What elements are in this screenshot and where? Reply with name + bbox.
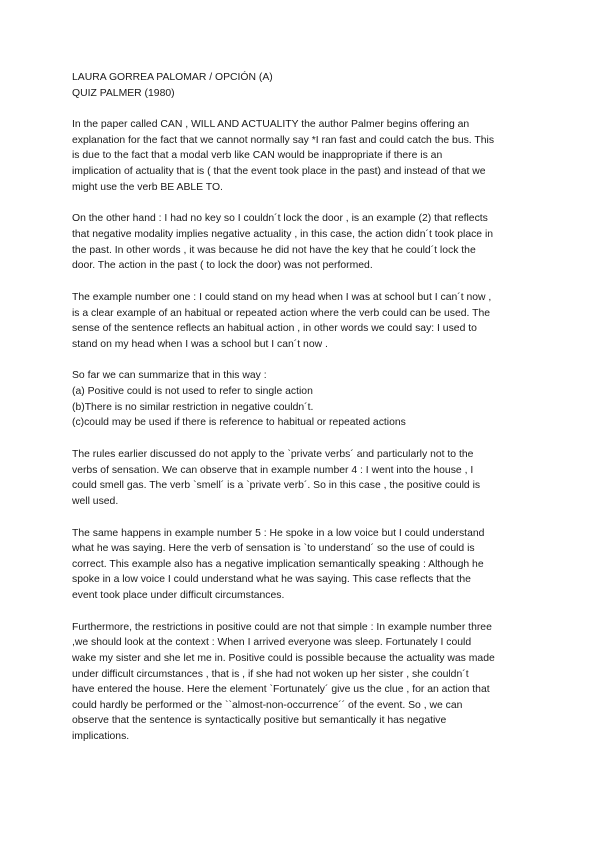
text-line: the past. In other words , it was because he did not have the key that he could´t lock the <box>72 244 476 256</box>
text-line: event took place under difficult circumstances. <box>72 589 285 601</box>
text-line: Furthermore, the restrictions in positive could are not that simple : In example number three <box>72 621 492 633</box>
paragraph <box>72 526 534 604</box>
text-line: is a clear example of an habitual or repeated action where the verb could can be used. The <box>72 307 491 319</box>
paragraph <box>72 447 534 509</box>
text-line: have entered the house. Here the element `Fortunately´ give us the clue , for an action that <box>72 684 490 696</box>
quiz-title-line: QUIZ PALMER (1980) <box>72 87 175 99</box>
text-line: spoke in a low voice I could understand what he was saying. This case reflects that the <box>72 574 471 586</box>
paragraph <box>72 211 534 273</box>
text-line: wake my sister and she let me in. Positive could is possible because the actuality was made <box>72 652 495 664</box>
text-line: (c)could may be used if there is reference to habitual or repeated actions <box>72 417 406 429</box>
text-line: explanation for the fact that we cannot normally say *I ran fast and could catch the bus. This <box>72 134 495 146</box>
text-line: verbs of sensation. We can observe that in example number 4 : I went into the house , I <box>72 464 474 476</box>
document-body <box>72 70 534 761</box>
text-line: well used. <box>72 495 119 507</box>
text-line: sense of the sentence reflects an habitual action , in other words we could say: I used to <box>72 323 477 335</box>
text-line: door. The action in the past ( to lock the door) was not performed. <box>72 260 373 272</box>
text-line: that negative modality implies negative actuality , in this case, the action didn´t took place in <box>72 228 494 240</box>
text-line: implication of actuality that is ( that the event took place in the past) and instead of that we <box>72 165 486 177</box>
paragraph <box>72 620 534 745</box>
text-line: is due to the fact that a modal verb like CAN would be inappropriate if there is an <box>72 150 443 162</box>
author-line: LAURA GORREA PALOMAR / OPCIÓN (A) <box>72 72 273 83</box>
text-line: could hardly be performed or the ``almost-non-occurrence´´ of the event. So , we can <box>72 699 463 711</box>
text-line: The same happens in example number 5 : He spoke in a low voice but I could understand <box>72 527 485 539</box>
text-line: (a) Positive could is not used to refer to single action <box>72 386 313 398</box>
text-line: The rules earlier discussed do not apply to the `private verbs´ and particularly not to the <box>72 449 474 461</box>
text-line: ,we should look at the context : When I arrived everyone was sleep. Fortunately I could <box>72 637 472 649</box>
text-line: might use the verb BE ABLE TO. <box>72 181 223 193</box>
text-line: stand on my head when I was a school but I can´t now . <box>72 338 328 350</box>
text-line: In the paper called CAN , WILL AND ACTUALITY the author Palmer begins offering an <box>72 119 470 131</box>
text-line: The example number one : I could stand on my head when I was at school but I can´t now , <box>72 291 492 303</box>
text-line: So far we can summarize that in this way : <box>72 370 267 382</box>
text-line: (b)There is no similar restriction in negative couldn´t. <box>72 401 314 413</box>
text-line: implications. <box>72 730 130 742</box>
paragraph <box>72 117 534 195</box>
paragraph-container <box>72 117 534 744</box>
text-line: what he was saying. Here the verb of sensation is `to understand´ so the use of could is <box>72 543 475 555</box>
paragraph <box>72 368 534 430</box>
text-line: could smell gas. The verb `smell´ is a `private verb´. So in this case , the positive could is <box>72 480 481 492</box>
text-line: correct. This example also has a negative implication semantically speaking : Although he <box>72 558 484 570</box>
text-line: under difficult circumstances , that is , if she had not woken up her sister , she couldn´t <box>72 668 469 680</box>
paragraph <box>72 290 534 352</box>
document-header <box>72 70 534 101</box>
text-line: observe that the sentence is syntactically positive but semantically it has negative <box>72 715 447 727</box>
text-line: On the other hand : I had no key so I couldn´t lock the door , is an example (2) that reflects <box>72 213 488 225</box>
